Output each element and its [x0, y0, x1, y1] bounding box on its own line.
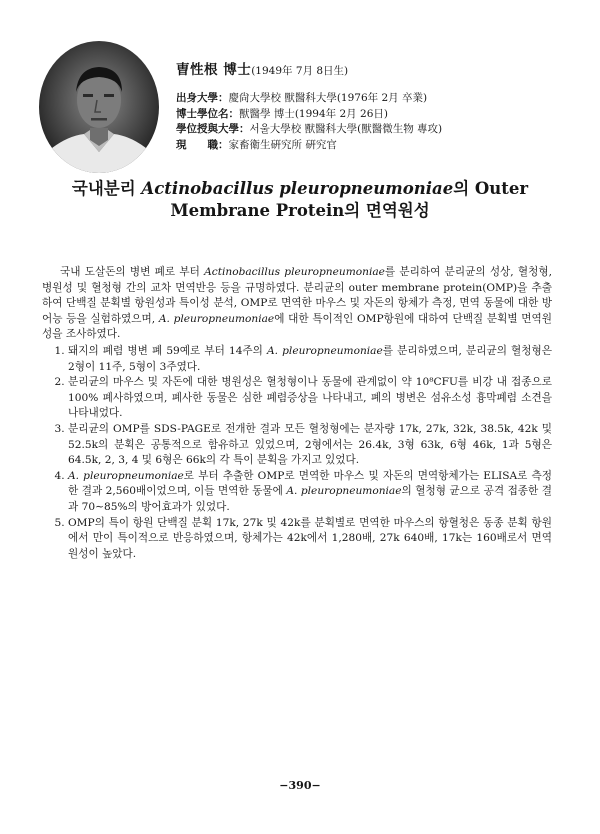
- info-label: 學位授與大學：: [176, 123, 250, 136]
- info-value: 獸醫學 博士(1994年 2月 26日): [239, 107, 388, 120]
- info-value: 서울大學校 獸醫科大學(獸醫微生物 專攻): [249, 123, 443, 136]
- info-value: 家畜衛生硏究所 硏究官: [228, 138, 337, 151]
- author-name: 曺性根 博士: [176, 62, 252, 78]
- title-line-1: 국내분리 Actinobacillus pleuropneumoniae의 Outer: [71, 179, 529, 198]
- info-value: 慶尙大學校 獸醫科大學(1976年 2月 卒業): [228, 92, 428, 104]
- info-label: 博士學位名：: [176, 107, 239, 120]
- info-label: 現 職：: [176, 138, 229, 151]
- title-line-2: Membrane Protein의 면역원성: [170, 201, 430, 220]
- portrait-image: [38, 40, 160, 174]
- species-name: Actinobacillus pleuropneumoniae: [141, 179, 454, 198]
- intro-paragraph: 국내 도살돈의 병변 폐로 부터 Actinobacillus pleuropneumoniae를 분리하여 분리균의 성상, 혈청형, 병원성 및 혈청형 간의 교차 면역반응 등을 규명하였다. 분리균의 outer membrane protein(OMP)을 추출하여 단백질 분획별 항원성과 특이성 분석, OMP로 면역한 마우스 및 자돈의 항체가 측정, 면역 동물에 대한 방어능 등을 실험하였으며, A. pleuropneumoniae에 대한 특이적인 OMP항원에 대하여 단백질 분획별 면역원성을 조사하였다.: [42, 266, 552, 341]
- author-photo: [38, 40, 160, 174]
- author-info: [176, 91, 442, 153]
- info-row-university: [176, 122, 442, 138]
- abstract-body: [42, 265, 552, 562]
- findings-list: [42, 344, 552, 562]
- info-row-position: [176, 138, 442, 154]
- paper-title: [40, 178, 560, 222]
- list-item: 5. OMP의 특이 항원 단백질 분획 17k, 27k 및 42k를 분획별로 면역한 마우스의 항혈청은 동종 분획 항원에서 만이 특이적으로 반응하였으며, 항체가는 42k에서 1,280배, 27k 640배, 17k는 160배로서 면역원성이 높았다.: [68, 516, 552, 563]
- author-birthdate: (1949年 7月 8日生): [251, 65, 349, 77]
- list-item: 2. 분리균의 마우스 및 자돈에 대한 병원성은 혈청형이나 동물에 관계없이 약 10⁸CFU를 비강 내 접종으로 100% 폐사하였으며, 폐사한 동물은 심한 폐렴증상을 나타내고, 폐의 병변은 섬유소성 흉막폐렴 소견을 나타내었다.: [68, 375, 552, 422]
- info-row-alma-mater: [176, 91, 442, 107]
- info-label: 出身大學：: [176, 92, 229, 104]
- page-number: −390−: [279, 779, 321, 792]
- list-item: 4. A. pleuropneumoniae로 부터 추출한 OMP로 면역한 마우스 및 자돈의 면역항체가는 ELISA로 측정한 결과 2,560배이었으며, 이들 면역한 동물에 A. pleuropneumoniae의 혈청형 균으로 공격 접종한 결과 70∼85%의 방어효과가 있었다.: [68, 469, 552, 516]
- list-item: 3. 분리균의 OMP를 SDS-PAGE로 전개한 결과 모든 혈청형에는 분자량 17k, 27k, 32k, 38.5k, 42k 및 52.5k의 분획은 공통적으로 함유하고 있었으며, 2형에서는 26.4k, 3형 63k, 6형 46k, 1과 5형은 64.5k, 2, 3, 4 및 6형은 66k의 각 특이 분획을 가지고 있었다.: [68, 422, 552, 469]
- author-name-line: [176, 58, 348, 78]
- info-row-degree: [176, 107, 442, 123]
- list-item: 1. 돼지의 폐렴 병변 폐 59예로 부터 14주의 A. pleuropneumoniae를 분리하였으며, 분리균의 혈청형은 2형이 11주, 5형이 3주였다.: [68, 344, 552, 375]
